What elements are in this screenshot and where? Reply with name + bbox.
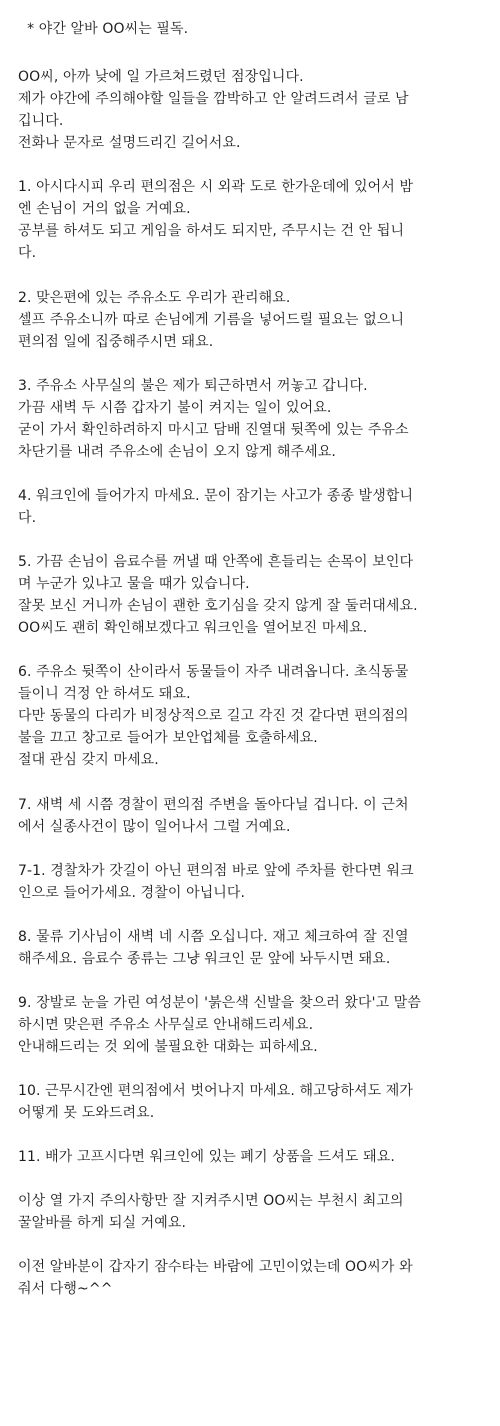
text-line: 10. 근무시간엔 편의점에서 벗어나지 마세요. 해고당하셔도 제가: [18, 1083, 414, 1099]
text-line: 다.: [18, 510, 37, 526]
text-line: 2. 맞은편에 있는 주유소도 우리가 관리해요.: [18, 290, 291, 306]
text-line: 다.: [18, 245, 37, 261]
text-line: 엔 손님이 거의 없을 거예요.: [18, 201, 191, 217]
text-line: 9. 장발로 눈을 가린 여성분이 '붉은색 신발을 찾으러 왔다'고 말씀: [18, 995, 422, 1011]
text-line: 차단기를 내려 주유소에 손님이 오지 않게 해주세요.: [18, 444, 336, 460]
text-line: 이전 알바분이 갑자기 잠수타는 바람에 고민이었는데 OO씨가 와: [18, 1259, 413, 1275]
text-line: 1. 아시다시피 우리 편의점은 시 외곽 도로 한가운데에 있어서 밤: [18, 179, 414, 195]
text-line: 8. 물류 기사님이 새벽 네 시쯤 오십니다. 재고 체크하여 잘 진열: [18, 929, 409, 945]
text-line: 안내해드리는 것 외에 불필요한 대화는 피하세요.: [18, 1039, 318, 1055]
text-line: 들이니 걱정 안 하셔도 돼요.: [18, 686, 191, 702]
text-line: 7. 새벽 세 시쯤 경찰이 편의점 주변을 돌아다닐 겁니다. 이 근처: [18, 797, 409, 813]
text-line: 5. 가끔 손님이 음료수를 꺼낼 때 안쪽에 흔들리는 손목이 보인다: [18, 554, 414, 570]
text-line: 에서 실종사건이 많이 일어나서 그럴 거예요.: [18, 819, 291, 835]
text-line: 불을 끄고 창고로 들어가 보안업체를 호출하세요.: [18, 730, 318, 746]
text-line: 줘서 다행~^^: [18, 1281, 113, 1297]
text-line: 어떻게 못 도와드려요.: [18, 1105, 155, 1121]
text-line: 꿀알바를 하게 되실 거예요.: [18, 1215, 187, 1231]
text-line: 3. 주유소 사무실의 불은 제가 퇴근하면서 꺼놓고 갑니다.: [18, 378, 368, 394]
text-line: 4. 워크인에 들어가지 마세요. 문이 잠기는 사고가 종종 발생합니: [18, 488, 414, 504]
text-line: 11. 배가 고프시다면 워크인에 있는 폐기 상품을 드셔도 돼요.: [18, 1149, 395, 1165]
text-line: 전화나 문자로 설명드리긴 길어서요.: [18, 135, 241, 151]
text-line: OO씨, 아까 낮에 일 가르쳐드렸던 점장입니다.: [18, 69, 304, 85]
text-line: 가끔 새벽 두 시쯤 갑자기 불이 켜지는 일이 있어요.: [18, 400, 332, 416]
text-line: 깁니다.: [18, 113, 64, 129]
text-line: 공부를 하셔도 되고 게임을 하셔도 되지만, 주무시는 건 안 됩니: [18, 223, 405, 239]
text-line: 잘못 보신 거니까 손님이 괜한 호기심을 갖지 않게 잘 둘러대세요.: [18, 598, 418, 614]
text-line: 7-1. 경찰차가 갓길이 아닌 편의점 바로 앞에 주차를 한다면 워크: [18, 863, 414, 879]
text-line: 며 누군가 있냐고 물을 때가 있습니다.: [18, 576, 250, 592]
text-line: 6. 주유소 뒷쪽이 산이라서 동물들이 자주 내려옵니다. 초식동물: [18, 664, 409, 680]
text-line: 인으로 들어가세요. 경찰이 아닙니다.: [18, 885, 246, 901]
text-line: 셀프 주유소니까 따로 손님에게 기름을 넣어드릴 필요는 없으니: [18, 312, 405, 328]
text-line: * 야간 알바 OO씨는 필독.: [18, 21, 189, 37]
text-line: 제가 야간에 주의해야할 일들을 깜박하고 안 알려드려서 글로 남: [18, 91, 409, 107]
text-line: 다만 동물의 다리가 비정상적으로 길고 각진 것 같다면 편의점의: [18, 708, 409, 724]
text-line: 이상 열 가지 주의사항만 잘 지켜주시면 OO씨는 부천시 최고의: [18, 1193, 404, 1209]
text-line: 해주세요. 음료수 종류는 그냥 워크인 문 앞에 놔두시면 돼요.: [18, 951, 391, 967]
text-line: 절대 관심 갖지 마세요.: [18, 752, 159, 768]
text-line: OO씨도 괜히 확인해보겠다고 워크인을 열어보진 마세요.: [18, 620, 368, 636]
text-line: 하시면 맞은편 주유소 사무실로 안내해드리세요.: [18, 1017, 314, 1033]
text-line: 굳이 가서 확인하려하지 마시고 담배 진열대 뒷쪽에 있는 주유소: [18, 422, 409, 438]
text-line: 편의점 일에 집중해주시면 돼요.: [18, 334, 214, 350]
